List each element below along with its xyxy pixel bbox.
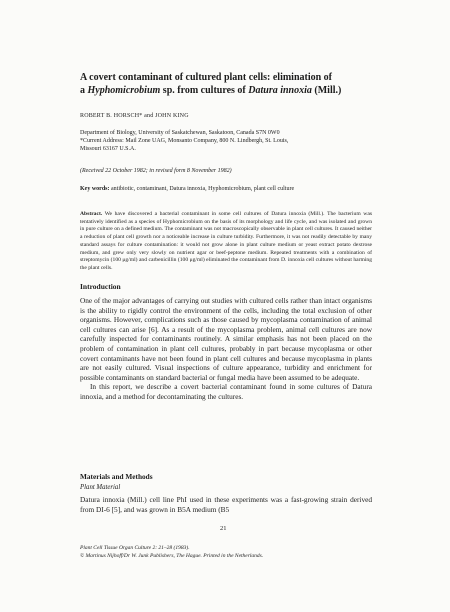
copyright-line: © Martinus Nijhoff/Dr W. Junk Publishers, The Hague. Printed in the Netherlands.: [80, 552, 264, 559]
keywords-text: antibiotic, contaminant, Datura innoxia, Hyphomicrobium, plant cell culture: [111, 186, 295, 192]
title-line-1: A covert contaminant of cultured plant cells: elimination of: [80, 72, 333, 83]
paragraph: One of the major advantages of carrying out studies with cultured cells rather than intact organisms is the ability to rigidly control the environment of the cells, including the total exclusion of other organisms. However, complications such as those caused by mycoplasma contamination of animal cell cultures can arise [6]. As a result of the mycoplasma problem, animal cell cultures are now carefully inspected for contaminants routinely. A similar emphasis has not been placed on the problem of contamination in plant cell cultures, probably in part because mycoplasma or other covert contaminants have not been found in plant cell cultures and because mycoplasma in plants are not easily cultured. Visual inspections of culture appearance, turbidity and enrichment for possible contaminants on standard bacterial or fungal media have been assumed to be adequate.: [80, 296, 372, 382]
title-line-2: a Hyphomicrobium sp. from cultures of Datura innoxia (Mill.): [80, 85, 342, 96]
affiliation-line: Department of Biology, University of Saskatchewan, Saskatoon, Canada S7N 0W0: [80, 130, 280, 136]
affiliation: [80, 129, 372, 153]
introduction-body: [80, 296, 372, 402]
abstract: [80, 211, 372, 273]
citation-line: Plant Cell Tissue Organ Culture 2: 21–28 (1983).: [80, 545, 190, 551]
affiliation-line: Missouri 63167 U.S.A.: [80, 146, 136, 152]
paper-title: [80, 71, 372, 97]
introduction-heading: Introduction: [80, 282, 121, 291]
abstract-text: We have discovered a bacterial contaminant in some cell cultures of Datura innoxia (Mill.). The bacterium was tentatively identified as a species of Hyphomicrobium on the basis of its morphology and life cycle, and was isolated and grown in pure culture on a defined medium. The contaminant was not macroscopically observable in plant cell cultures. It caused neither a reduction of plant cell growth nor a noticeable increase in culture turbidity. Furthermore, it was not readily detectable by many standard assays for culture contamination: it would not grow alone in plant culture medium or yeast extract potato dextrose medium, and grew only very slowly on nutrient agar or beef-peptone medium. Repeated treatments with a combination of streptomycin (100 μg/ml) and carbenicillin (100 μg/ml) eliminated the contaminant from D. innoxia cell cultures without harming the plant cells.: [80, 211, 372, 271]
paragraph: In this report, we describe a covert bacterial contaminant found in some cultures of Datura innoxia, and a method for decontaminating the cultures.: [80, 382, 372, 401]
journal-footer: [80, 545, 380, 560]
plant-material-subheading: Plant Material: [80, 484, 121, 491]
received-dates: (Received 22 October 1982; in revised form 8 November 1982): [80, 168, 232, 174]
keywords: [80, 185, 372, 193]
page-number: 21: [220, 525, 227, 532]
keywords-label: Key words:: [80, 186, 110, 192]
affiliation-line: *Current Address: Mail Zone UAG, Monsanto Company, 800 N. Lindbergh, St. Louis,: [80, 138, 289, 144]
author-list: ROBERT B. HORSCH* and JOHN KING: [80, 113, 189, 119]
materials-heading: Materials and Methods: [80, 472, 153, 481]
materials-text: Datura innoxia (Mill.) cell line PhI used in these experiments was a fast-growing strain derived from DI-6 [5], and was grown in B5A medium (B5: [80, 495, 372, 514]
abstract-label: Abstract.: [80, 211, 103, 217]
